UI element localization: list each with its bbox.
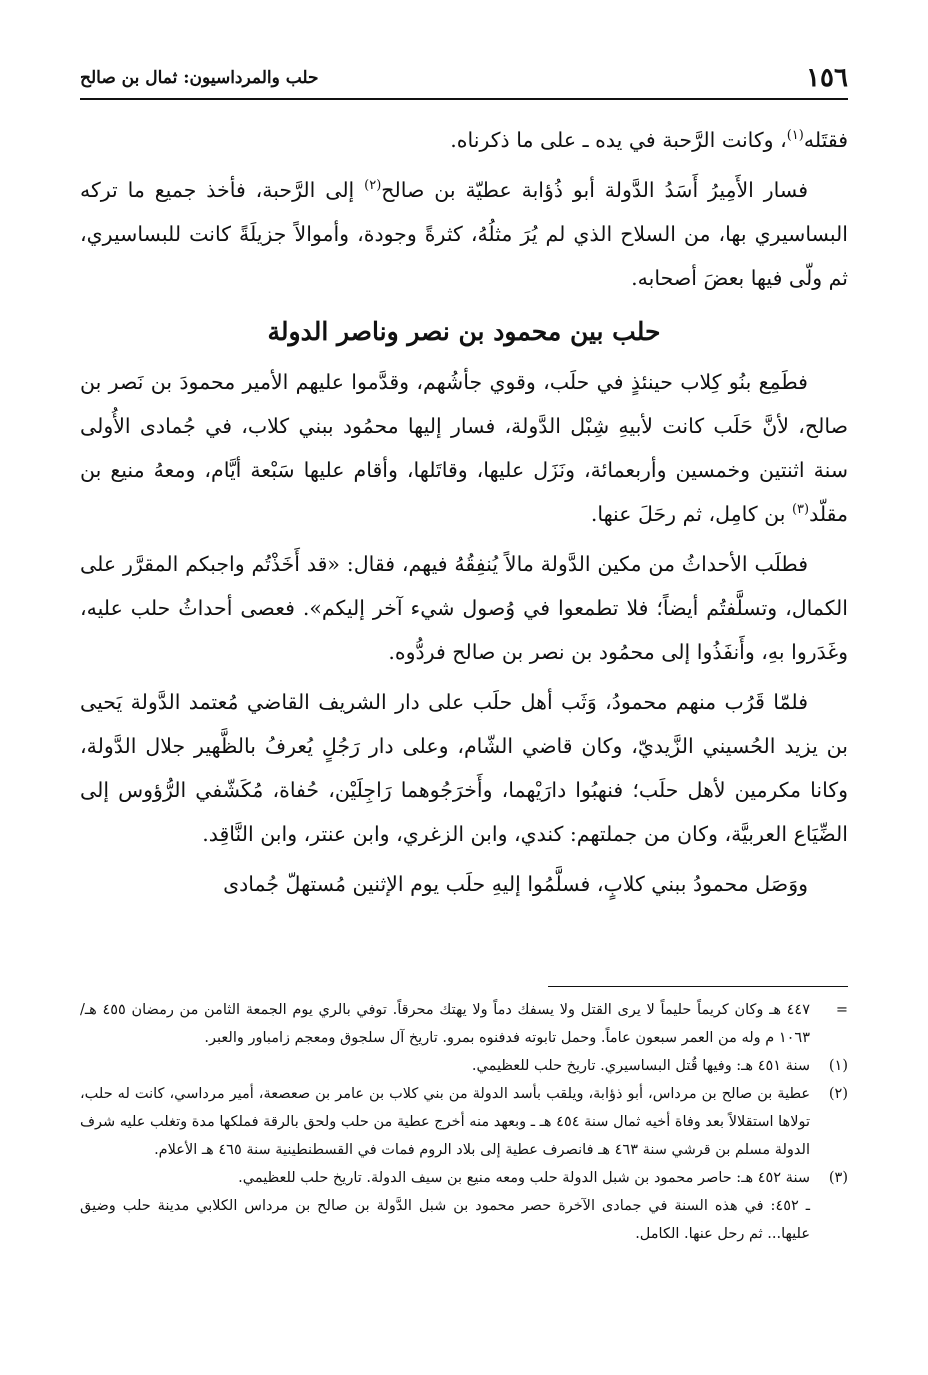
paragraph-6: ووَصَل محمودُ ببني كلابٍ، فسلَّمُوا إليهِ حلَب يوم الإثنين مُستهلّ جُمادى [223, 872, 808, 896]
footnote-ref-3: (٣) [791, 502, 810, 518]
paragraph-2-text-a: فسار الأَمِيرُ أَسَدُ الدَّولة أبو ذُؤابة عطيّة بن صالح [381, 178, 808, 202]
footnote-continuation-marker: = [835, 1002, 848, 1018]
footnote-ref-2: (٢) [364, 178, 382, 194]
footnote-separator [548, 986, 848, 987]
footnote-2-number: (٢) [828, 1086, 848, 1102]
footnote-1-number: (١) [828, 1058, 848, 1074]
paragraph-3-text-b: بن كامِل، ثم رحَلَ عنها. [590, 502, 792, 526]
footnote-1 [80, 1052, 848, 1080]
page-number: ١٥٦ [806, 63, 848, 93]
running-title: حلب والمرداسيون: ثمال بن صالح [80, 68, 319, 88]
footnote-1-text: سنة ٤٥١ هـ: وفيها قُتل البساسيري. تاريخ حلب للعظيمي. [471, 1058, 810, 1074]
main-text [80, 118, 848, 912]
footnote-2 [80, 1080, 848, 1164]
footnote-3 [80, 1164, 848, 1192]
footnote-ref-1: (١) [786, 128, 804, 144]
footnote-2-text: عطية بن صالح بن مرداس، أبو ذؤابة، ويلقب بأسد الدولة من بني كلاب بن عامر بن صعصعة، أمير مرداسي، كانت له حلب، تولاها استقلالاً بعد وفاة أخيه ثمال سنة ٤٥٤ هـ ـ وبعهد منه أخرج عطية من حلب ولحق بالرقة فملكها مدة وتغلب عليه شرف الدولة مسلم بن قرشي سنة ٤٦٣ هـ فانصرف عطية إلى بلاد الروم فمات في القسطنطينية سنة ٤٦٥ هـ الأعلام. [80, 1086, 810, 1158]
paragraph-4: فطلَب الأحداثُ من مكين الدَّولة مالاً يُنفِقُهُ فيهم، فقال: «قد أَخَذْتُم واجبكم المقرَّر على الكمال، وتسلَّفتُم أيضاً؛ فلا تطمعوا في وُصول شيء آخر إليكم». فعصى أحداثُ حلب عليه، وغَدَروا بهِ، وأَنفَذُوا إلى محمُود بن نصر بن صالح فردُّوه. [80, 552, 848, 664]
paragraph-3-text-a: فطَمِع بنُو كِلاب حينئذٍ في حلَب، وقوي جأشُهم، وقدَّموا عليهم الأمير محمودَ بن نَصر بن صالح، لأنَّ حَلَب كانت لأبيهِ شِبْل الدَّولة، فسار إليها محمُود ببني كلاب، في جُمادى الأُولى سنة اثنتين وخمسين وأربعمائة، ونَزَل عليها، وقاتَلها، وأقام عليها سَبْعة أيَّام، ومعهُ منيع بن مقلّد [80, 370, 848, 526]
running-head [80, 58, 848, 100]
paragraph-2 [80, 168, 848, 300]
paragraph-3 [80, 360, 848, 536]
footnote-3-subnote: ـ ٤٥٢: في هذه السنة في جمادى الآخرة حصر محمود بن شبل الدَّولة بن صالح بن مرداس الكلابي مدينة حلب وضيق عليها... ثم رحل عنها. الكامل. [80, 1198, 810, 1242]
footnote-continued [80, 996, 848, 1052]
paragraph-1-rest: ، وكانت الرَّحبة في يده ـ على ما ذكرناه. [450, 128, 787, 152]
paragraph-2-text-b: إلى الرَّحبة، فأخذ جميع ما تركه البساسيري بها، من السلاح الذي لم يُرَ مثلُهُ، كثرةً وجودة، وأموالاً جزيلَةً كانت للبساسيري، ثم ولّى فيها بعضَ أصحابه. [80, 178, 848, 290]
paragraph-1-text: فقتَله [803, 128, 848, 152]
paragraph-5: فلمّا قَرُب منهم محمودُ، وَثَب أهل حلَب على دار الشريف القاضي مُعتمد الدَّولة يَحيى بن يزيد الحُسيني الزَّيديّ، وكان قاضي الشّام، وعلى دار رَجُلٍ يُعرفُ بالظَّهير جلال الدَّولة، وكانا مكرمين لأهل حلَب؛ فنهبُوا دارَيْهما، وأَخرَجُوهما رَاجِلَيْن، حُفاة، مُكَشّفي الرُّؤوس إلى الضِّيَاع العربيَّة، وكان من جملتهم: كندي، وابن الزغري، وابن عنتر، وابن النَّاقِد. [80, 690, 848, 846]
section-heading: حلب بين محمود بن نصر وناصر الدولة [267, 317, 661, 346]
footnote-3-text: سنة ٤٥٢ هـ: حاصر محمود بن شبل الدولة حلب ومعه منيع بن سيف الدولة. تاريخ حلب للعظيمي. [238, 1170, 810, 1186]
footnotes [80, 996, 848, 1248]
paragraph-1 [80, 118, 848, 162]
footnote-3-number: (٣) [828, 1170, 848, 1186]
footnote-continued-text: ٤٤٧ هـ وكان كريماً حليماً لا يرى القتل ولا يسفك دماً ولا يهتك محرقاً. توفي بالري يوم الجمعة الثامن من رمضان ٤٥٥ هـ/ ١٠٦٣ م وله من العمر سبعون عاماً. وحمل تابوته فدفنوه بمرو. تاريخ آل سلجوق ومعجم زامباور والعبر. [80, 1002, 811, 1046]
